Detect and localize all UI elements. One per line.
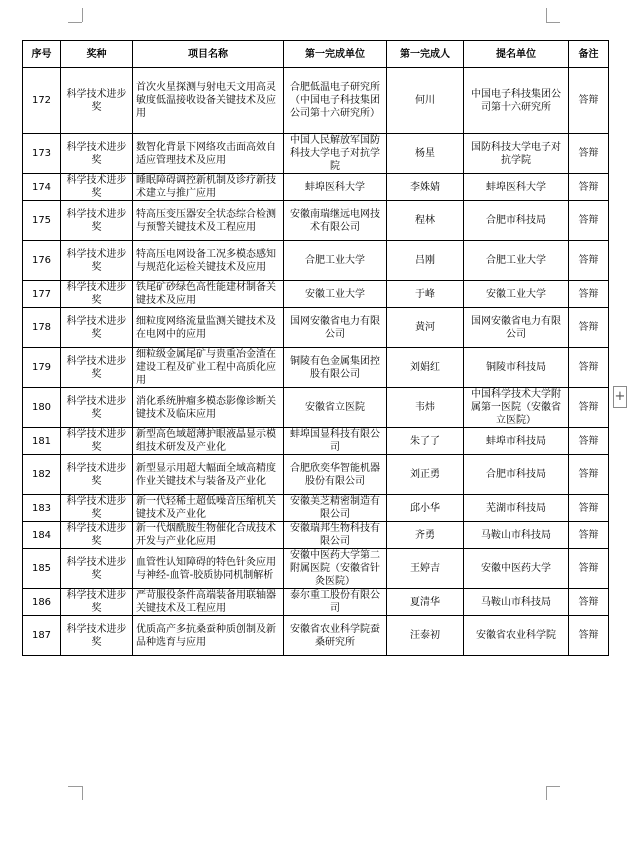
table-row <box>23 201 609 241</box>
crop-mark-top-left-v <box>82 8 83 22</box>
cell-award: 科学技术进步奖 <box>61 589 133 616</box>
cell-nominator: 铜陵市科技局 <box>464 348 569 388</box>
cell-award: 科学技术进步奖 <box>61 522 133 549</box>
cell-note: 答辩 <box>569 241 609 281</box>
cell-award: 科学技术进步奖 <box>61 308 133 348</box>
cell-award: 科学技术进步奖 <box>61 134 133 174</box>
cell-no: 175 <box>23 201 61 241</box>
cell-award: 科学技术进步奖 <box>61 388 133 428</box>
cell-award: 科学技术进步奖 <box>61 241 133 281</box>
cell-no: 185 <box>23 549 61 589</box>
cell-nominator: 国网安徽省电力有限公司 <box>464 308 569 348</box>
cell-note: 答辩 <box>569 308 609 348</box>
cell-project: 细粒级金属尾矿与贵重冶金渣在建设工程及矿业工程中高质化应用 <box>133 348 284 388</box>
table-row <box>23 589 609 616</box>
cell-no: 186 <box>23 589 61 616</box>
table-row <box>23 281 609 308</box>
cell-note: 答辩 <box>569 495 609 522</box>
cell-unit: 安徽工业大学 <box>284 281 387 308</box>
cell-project: 特高压变压器安全状态综合检测与预警关键技术及工程应用 <box>133 201 284 241</box>
add-icon[interactable]: + <box>613 386 627 408</box>
cell-no: 183 <box>23 495 61 522</box>
cell-no: 177 <box>23 281 61 308</box>
cell-nominator: 国防科技大学电子对抗学院 <box>464 134 569 174</box>
cell-project: 新型高色域超薄护眼液晶显示模组技术研发及产业化 <box>133 428 284 455</box>
cell-unit: 泰尔重工股份有限公司 <box>284 589 387 616</box>
cell-note: 答辩 <box>569 549 609 589</box>
header-unit: 第一完成单位 <box>284 41 387 68</box>
cell-nominator: 马鞍山市科技局 <box>464 522 569 549</box>
cell-nominator: 蚌埠医科大学 <box>464 174 569 201</box>
cell-unit: 合肥工业大学 <box>284 241 387 281</box>
cell-note: 答辩 <box>569 388 609 428</box>
cell-project: 新一代轻稀土超低噪音压缩机关键技术及产业化 <box>133 495 284 522</box>
cell-person: 汪泰初 <box>387 616 464 656</box>
cell-unit: 安徽南瑞继远电网技术有限公司 <box>284 201 387 241</box>
cell-note: 答辩 <box>569 281 609 308</box>
crop-mark-bottom-right-h <box>546 786 560 787</box>
cell-project: 血管性认知障碍的特色针灸应用与神经-血管-胶质协同机制解析 <box>133 549 284 589</box>
cell-unit: 安徽中医药大学第二附属医院（安徽省针灸医院） <box>284 549 387 589</box>
cell-no: 179 <box>23 348 61 388</box>
cell-nominator: 合肥市科技局 <box>464 455 569 495</box>
cell-award: 科学技术进步奖 <box>61 616 133 656</box>
cell-note: 答辩 <box>569 134 609 174</box>
table-row <box>23 134 609 174</box>
header-no: 序号 <box>23 41 61 68</box>
table-row <box>23 428 609 455</box>
cell-no: 181 <box>23 428 61 455</box>
header-project: 项目名称 <box>133 41 284 68</box>
cell-nominator: 中国电子科技集团公司第十六研究所 <box>464 68 569 134</box>
cell-project: 睡眠障碍调控新机制及诊疗新技术建立与推广应用 <box>133 174 284 201</box>
table-row <box>23 241 609 281</box>
table-row <box>23 348 609 388</box>
cell-person: 邱小华 <box>387 495 464 522</box>
cell-project: 细粒度网络流量监测关键技术及在电网中的应用 <box>133 308 284 348</box>
header-nominator: 提名单位 <box>464 41 569 68</box>
cell-note: 答辩 <box>569 455 609 495</box>
cell-note: 答辩 <box>569 201 609 241</box>
cell-person: 夏清华 <box>387 589 464 616</box>
crop-mark-bottom-left-h <box>68 786 82 787</box>
cell-project: 消化系统肿瘤多模态影像诊断关键技术及临床应用 <box>133 388 284 428</box>
cell-no: 173 <box>23 134 61 174</box>
cell-project: 数智化背景下网络攻击面高效自适应管理技术及应用 <box>133 134 284 174</box>
cell-nominator: 合肥工业大学 <box>464 241 569 281</box>
cell-person: 程林 <box>387 201 464 241</box>
cell-unit: 国网安徽省电力有限公司 <box>284 308 387 348</box>
cell-unit: 安徽美芝精密制造有限公司 <box>284 495 387 522</box>
cell-nominator: 马鞍山市科技局 <box>464 589 569 616</box>
header-award: 奖种 <box>61 41 133 68</box>
cell-nominator: 安徽中医药大学 <box>464 549 569 589</box>
header-note: 备注 <box>569 41 609 68</box>
cell-unit: 蚌埠医科大学 <box>284 174 387 201</box>
cell-person: 黄河 <box>387 308 464 348</box>
table-row <box>23 308 609 348</box>
cell-unit: 蚌埠国显科技有限公司 <box>284 428 387 455</box>
cell-award: 科学技术进步奖 <box>61 68 133 134</box>
cell-unit: 铜陵有色金属集团控股有限公司 <box>284 348 387 388</box>
cell-person: 杨星 <box>387 134 464 174</box>
cell-project: 新一代烟酰胺生物催化合成技术开发与产业化应用 <box>133 522 284 549</box>
crop-mark-top-right-h <box>546 22 560 23</box>
crop-mark-bottom-left-v <box>82 786 83 800</box>
cell-project: 严苛服役条件高端装备用联轴器关键技术及工程应用 <box>133 589 284 616</box>
crop-mark-top-right-v <box>546 8 547 22</box>
award-table <box>22 40 609 656</box>
cell-award: 科学技术进步奖 <box>61 174 133 201</box>
cell-award: 科学技术进步奖 <box>61 455 133 495</box>
cell-unit: 合肥欣奕华智能机器股份有限公司 <box>284 455 387 495</box>
cell-no: 176 <box>23 241 61 281</box>
cell-person: 何川 <box>387 68 464 134</box>
cell-unit: 中国人民解放军国防科技大学电子对抗学院 <box>284 134 387 174</box>
table-row <box>23 549 609 589</box>
table-row <box>23 455 609 495</box>
cell-no: 174 <box>23 174 61 201</box>
cell-person: 朱了了 <box>387 428 464 455</box>
cell-no: 178 <box>23 308 61 348</box>
cell-project: 新型显示用超大幅面全域高精度作业关键技术与装备及产业化 <box>133 455 284 495</box>
cell-nominator: 安徽省农业科学院 <box>464 616 569 656</box>
cell-project: 首次火星探测与射电天文用高灵敏度低温接收设备关键技术及应用 <box>133 68 284 134</box>
cell-person: 李姝婧 <box>387 174 464 201</box>
cell-nominator: 蚌埠市科技局 <box>464 428 569 455</box>
cell-note: 答辩 <box>569 348 609 388</box>
cell-unit: 安徽省立医院 <box>284 388 387 428</box>
cell-unit: 安徽省农业科学院蚕桑研究所 <box>284 616 387 656</box>
cell-nominator: 中国科学技术大学附属第一医院（安徽省立医院） <box>464 388 569 428</box>
table-row <box>23 174 609 201</box>
cell-note: 答辩 <box>569 174 609 201</box>
cell-person: 王婷吉 <box>387 549 464 589</box>
table-row <box>23 522 609 549</box>
cell-nominator: 芜湖市科技局 <box>464 495 569 522</box>
cell-award: 科学技术进步奖 <box>61 428 133 455</box>
cell-person: 齐勇 <box>387 522 464 549</box>
crop-mark-top-left-h <box>68 22 82 23</box>
cell-award: 科学技术进步奖 <box>61 281 133 308</box>
cell-nominator: 合肥市科技局 <box>464 201 569 241</box>
cell-project: 铁尾矿砂绿色高性能建材制备关键技术及应用 <box>133 281 284 308</box>
cell-person: 于峰 <box>387 281 464 308</box>
table-row <box>23 616 609 656</box>
cell-note: 答辩 <box>569 522 609 549</box>
crop-mark-bottom-right-v <box>546 786 547 800</box>
cell-project: 优质高产多抗桑蚕种质创制及新品种选育与应用 <box>133 616 284 656</box>
cell-award: 科学技术进步奖 <box>61 348 133 388</box>
cell-note: 答辩 <box>569 428 609 455</box>
cell-no: 184 <box>23 522 61 549</box>
cell-award: 科学技术进步奖 <box>61 549 133 589</box>
cell-no: 172 <box>23 68 61 134</box>
cell-note: 答辩 <box>569 589 609 616</box>
table-row <box>23 388 609 428</box>
cell-nominator: 安徽工业大学 <box>464 281 569 308</box>
table-header-row <box>23 41 609 68</box>
cell-person: 吕刚 <box>387 241 464 281</box>
cell-unit: 安徽瑞邦生物科技有限公司 <box>284 522 387 549</box>
cell-person: 韦炜 <box>387 388 464 428</box>
cell-person: 刘正勇 <box>387 455 464 495</box>
cell-note: 答辩 <box>569 616 609 656</box>
table-row <box>23 495 609 522</box>
cell-unit: 合肥低温电子研究所（中国电子科技集团公司第十六研究所） <box>284 68 387 134</box>
table-row <box>23 68 609 134</box>
cell-project: 特高压电网设备工况多模态感知与规范化运检关键技术及应用 <box>133 241 284 281</box>
cell-no: 180 <box>23 388 61 428</box>
cell-no: 182 <box>23 455 61 495</box>
cell-no: 187 <box>23 616 61 656</box>
header-person: 第一完成人 <box>387 41 464 68</box>
cell-note: 答辩 <box>569 68 609 134</box>
cell-person: 刘娟红 <box>387 348 464 388</box>
cell-award: 科学技术进步奖 <box>61 201 133 241</box>
cell-award: 科学技术进步奖 <box>61 495 133 522</box>
